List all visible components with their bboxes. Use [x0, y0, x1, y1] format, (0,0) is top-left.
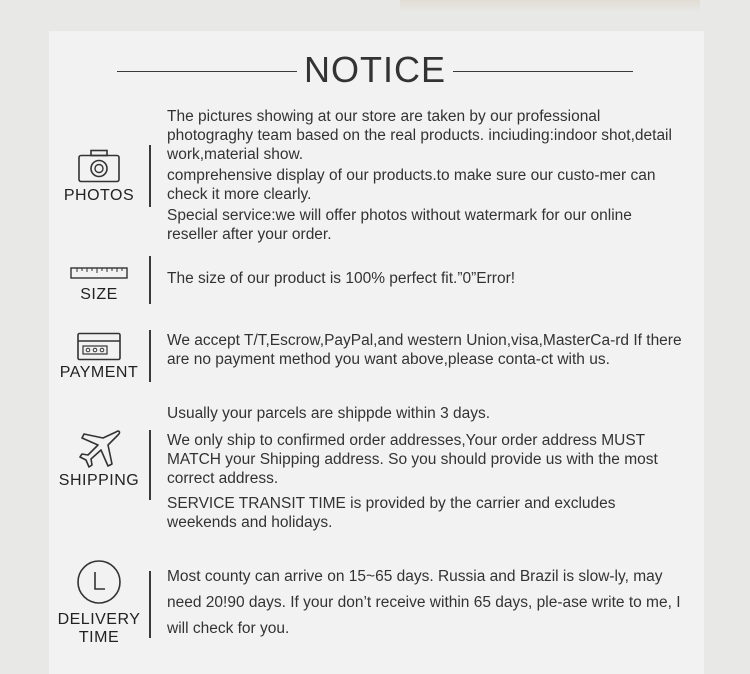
photos-icon-group	[49, 149, 149, 205]
delivery-text	[167, 564, 687, 644]
paragraph: Usually your parcels are shippde within 3 days.	[167, 405, 491, 422]
paragraph: We only ship to confirmed order addresses,Your order address MUST MATCH your Shipping address. So you should provide us with the most correct address.	[167, 432, 658, 487]
size-divider	[149, 256, 151, 304]
photos-divider	[149, 145, 151, 207]
ruler-icon	[70, 266, 128, 280]
title-row	[49, 49, 704, 93]
payment-section	[49, 327, 704, 387]
paragraph: The pictures showing at our store are taken by our professional photograghy team based on the real products. inciuding:indoor shot,detail work,material show.	[167, 108, 672, 163]
size-text	[167, 269, 687, 290]
top-glow	[400, 0, 700, 12]
credit-card-icon	[76, 332, 122, 362]
paragraph: We accept T/T,Escrow,PayPal,and western Union,visa,MasterCa-rd If there are no payment method you want above,please conta-ct with us.	[167, 332, 682, 368]
paragraph: The size of our product is 100% perfect fit.”0”Error!	[167, 270, 516, 287]
shipping-icon-group	[49, 428, 149, 490]
paragraph: Special service:we will offer photos without watermark for our online reseller after your order.	[167, 207, 632, 243]
page-title: NOTICE	[303, 49, 446, 90]
delivery-section	[49, 556, 704, 666]
photos-text	[167, 107, 687, 246]
size-icon-group	[49, 266, 149, 304]
title-rule-left	[117, 71, 297, 72]
shipping-divider	[149, 430, 151, 500]
shipping-label: SHIPPING	[58, 472, 140, 489]
delivery-icon-group	[49, 559, 149, 647]
photos-label: PHOTOS	[63, 187, 135, 204]
camera-icon	[77, 149, 121, 183]
size-label: SIZE	[80, 286, 118, 303]
shipping-section	[49, 404, 704, 544]
notice-card	[49, 31, 704, 674]
title-rule-right	[453, 71, 633, 72]
photos-section	[49, 107, 704, 247]
delivery-label-line1: DELIVERY	[57, 611, 141, 628]
paragraph: comprehensive display of our products.to make sure our custo-mer can check it more clearly.	[167, 167, 656, 203]
paragraph: Most county can arrive on 15~65 days. Russia and Brazil is slow-ly, may need 20!90 days. If your don’t receive within 65 days, ple-ase write to me, I will check for you.	[167, 568, 681, 637]
payment-text	[167, 331, 687, 371]
size-section	[49, 253, 704, 307]
payment-label: PAYMENT	[59, 364, 139, 381]
payment-icon-group	[49, 332, 149, 382]
payment-divider	[149, 330, 151, 382]
delivery-divider	[149, 571, 151, 638]
clock-icon	[76, 559, 122, 605]
paragraph: SERVICE TRANSIT TIME is provided by the carrier and excludes weekends and holidays.	[167, 495, 616, 531]
airplane-icon	[76, 428, 122, 468]
delivery-label-line2: TIME	[78, 629, 120, 646]
shipping-text	[167, 404, 687, 534]
